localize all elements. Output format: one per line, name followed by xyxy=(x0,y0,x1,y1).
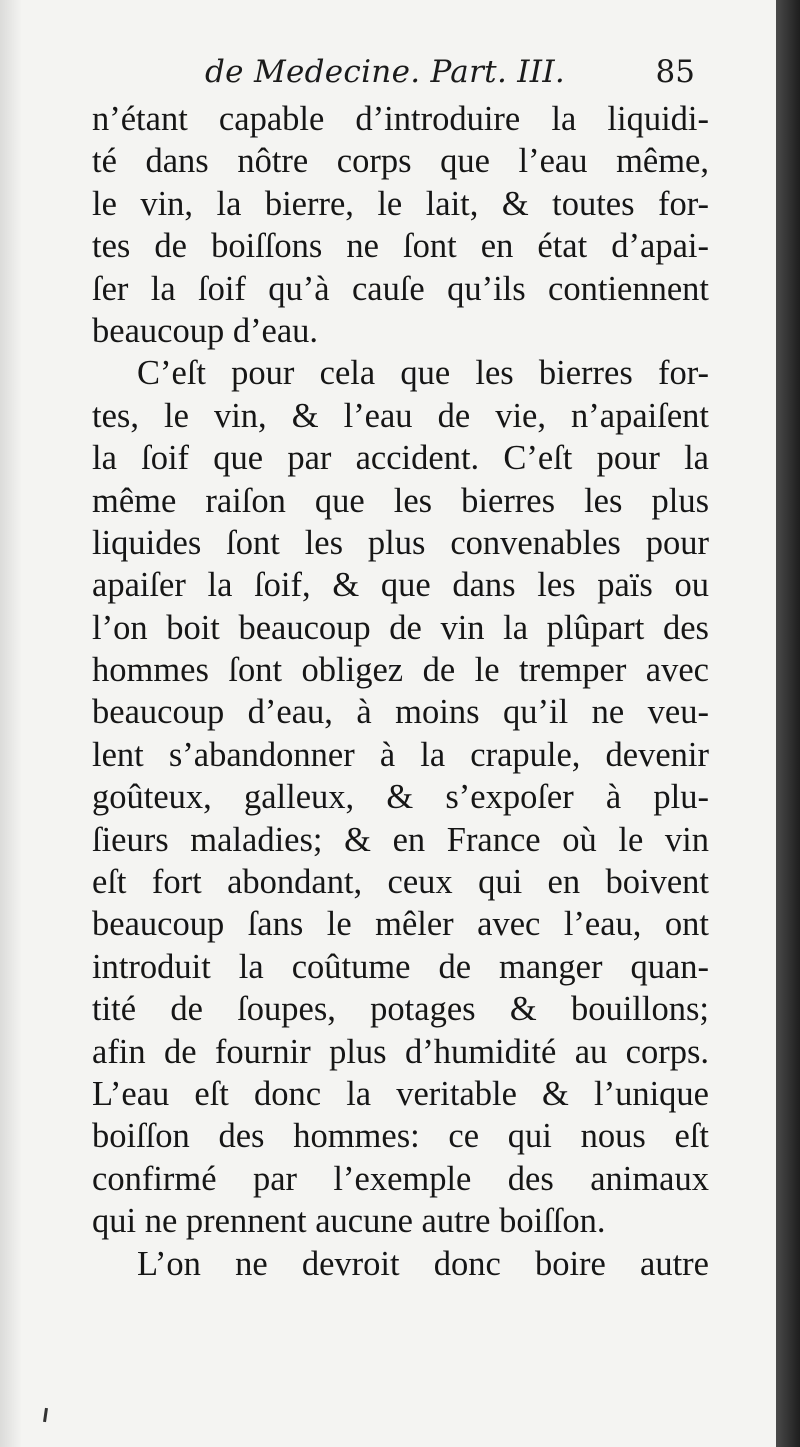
page-edge-shadow xyxy=(776,0,800,1447)
text-line: ſieurs maladies; & en France où le vin xyxy=(92,820,709,859)
text-line: même raiſon que les bierres les plus xyxy=(92,481,709,520)
text-line: eſt fort abondant, ceux qui en boivent xyxy=(92,863,709,902)
ink-mark xyxy=(43,1408,48,1422)
text-line: beaucoup d’eau, à moins qu’il ne veu- xyxy=(92,693,709,732)
running-header xyxy=(205,48,695,96)
page-number: 85 xyxy=(655,54,695,90)
text-line: tes, le vin, & l’eau de vie, n’apaiſent xyxy=(92,396,709,435)
text-line: lent s’abandonner à la crapule, devenir xyxy=(92,735,709,774)
text-line: L’eau eſt donc la veritable & l’unique xyxy=(92,1074,709,1113)
text-line: goûteux, galleux, & s’expoſer à plu- xyxy=(92,778,709,817)
text-line: introduit la coûtume de manger quan- xyxy=(92,947,709,986)
body-text xyxy=(92,98,709,1285)
text-line: liquides ſont les plus convenables pour xyxy=(92,523,709,562)
text-line: apaiſer la ſoif, & que dans les païs ou xyxy=(92,566,709,605)
text-line: l’on boit beaucoup de vin la plûpart des xyxy=(92,608,709,647)
text-line: la ſoif que par accident. C’eſt pour la xyxy=(92,439,709,478)
text-line: le vin, la bierre, le lait, & toutes for- xyxy=(92,184,709,223)
text-line: tes de boiſſons ne ſont en état d’apai- xyxy=(92,227,709,266)
running-title: de Medecine. Part. III. xyxy=(205,54,566,90)
text-line: qui ne prennent aucune autre boiſſon. xyxy=(92,1202,606,1241)
text-line: beaucoup d’eau. xyxy=(92,311,319,350)
text-line: boiſſon des hommes: ce qui nous eſt xyxy=(92,1117,709,1156)
text-line: hommes ſont obligez de le tremper avec xyxy=(92,651,709,690)
text-line: té dans nôtre corps que l’eau même, xyxy=(92,142,709,181)
text-line: C’eſt pour cela que les bierres for- xyxy=(137,354,709,393)
text-line: confirmé par l’exemple des animaux xyxy=(92,1159,709,1198)
text-line: afin de fournir plus d’humidité au corps. xyxy=(92,1032,709,1071)
text-line: L’on ne devroit donc boire autre xyxy=(137,1244,709,1283)
text-line: n’étant capable d’introduire la liquidi- xyxy=(92,100,709,138)
text-line: tité de ſoupes, potages & bouillons; xyxy=(92,990,709,1029)
text-line: beaucoup ſans le mêler avec l’eau, ont xyxy=(92,905,709,944)
text-line: ſer la ſoif qu’à cauſe qu’ils contiennent xyxy=(92,269,709,308)
